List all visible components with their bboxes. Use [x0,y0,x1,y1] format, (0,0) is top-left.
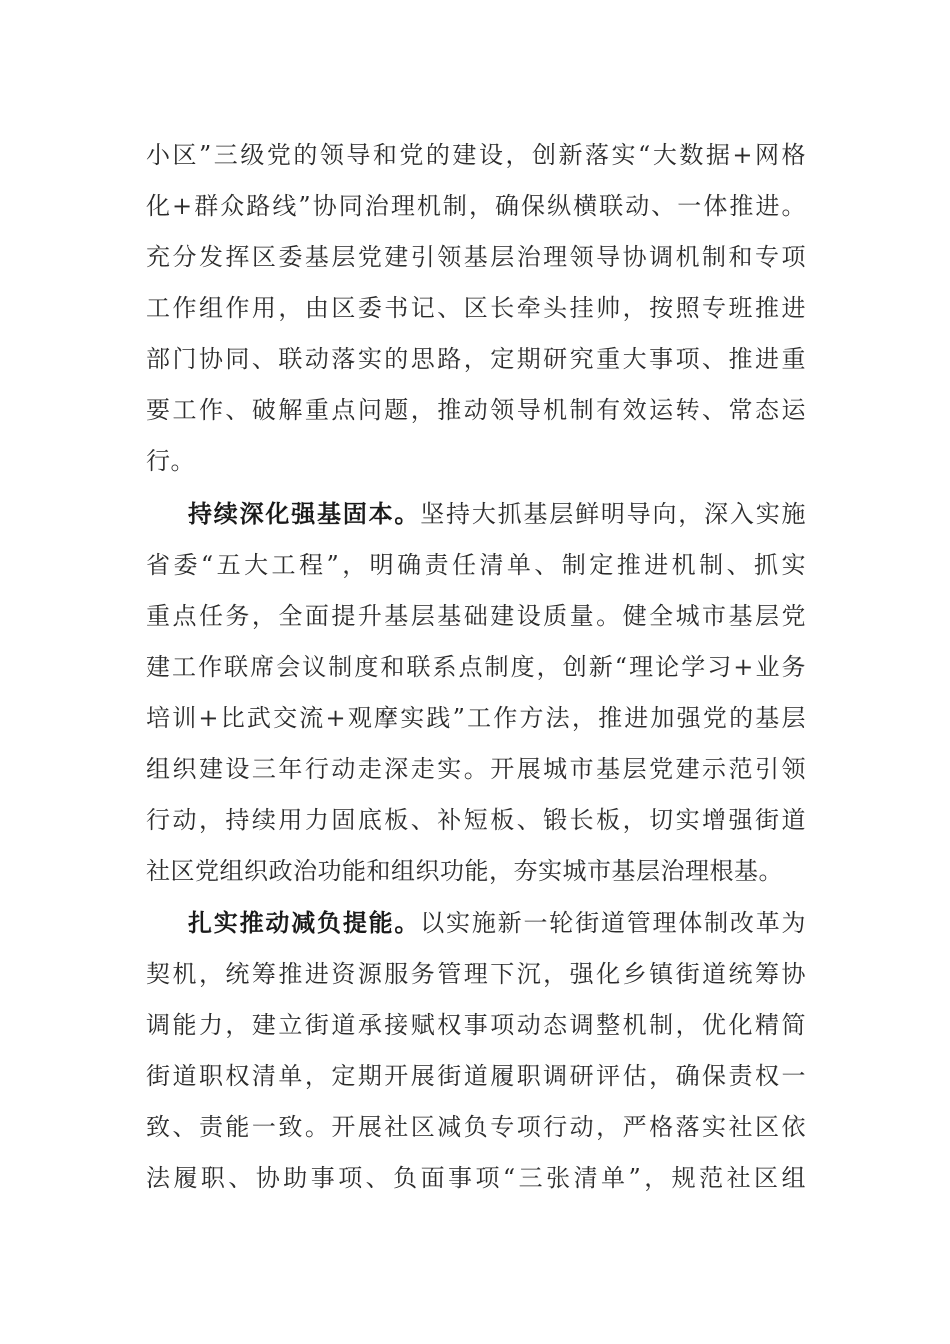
paragraph-first-line [146,898,806,949]
paragraph-line: 致、责能一致。开展社区减负专项行动，严格落实社区依 [146,1113,806,1141]
paragraph-line: 重点任务，全面提升基层基础建设质量。健全城市基层党 [146,602,806,630]
paragraph-line: 部门协同、联动落实的思路，定期研究重大事项、推进重 [146,345,806,373]
paragraph-line: 契机，统筹推进资源服务管理下沉，强化乡镇街道统筹协 [146,960,806,988]
paragraph-line: 充分发挥区委基层党建引领基层治理领导协调机制和专项 [146,243,806,271]
paragraph-line: 组织建设三年行动走深走实。开展城市基层党建示范引领 [146,755,806,783]
paragraph-heading: 扎实推动减负提能。 [188,909,421,937]
paragraph-line: 培训+比武交流+观摩实践”工作方法，推进加强党的基层 [146,704,806,732]
paragraph-1 [146,130,806,487]
paragraph-line: 调能力，建立街道承接赋权事项动态调整机制，优化精简 [146,1011,806,1039]
paragraph-line: 化+群众路线”协同治理机制，确保纵横联动、一体推进。 [146,192,806,220]
paragraph-line: 社区党组织政治功能和组织功能，夯实城市基层治理根基。 [146,857,783,885]
paragraph-line: 行动，持续用力固底板、补短板、锻长板，切实增强街道 [146,806,806,834]
paragraph-line: 小区”三级党的领导和党的建设，创新落实“大数据+网格 [146,141,806,169]
paragraph-line: 法履职、协助事项、负面事项“三张清单”，规范社区组 [146,1164,806,1192]
paragraph-line: 建工作联席会议制度和联系点制度，创新“理论学习+业务 [146,653,806,681]
paragraph-line: 街道职权清单，定期开展街道履职调研评估，确保责权一 [146,1062,806,1090]
paragraph-line: 要工作、破解重点问题，推动领导机制有效运转、常态运 [146,396,806,424]
paragraph-line: 行。 [146,447,195,475]
paragraph-heading: 持续深化强基固本。 [188,500,421,528]
paragraph-first-line [146,489,806,540]
paragraph-text: 以实施新一轮街道管理体制改革为 [420,909,807,937]
paragraph-text: 坚持大抓基层鲜明导向，深入实施 [420,500,807,528]
paragraph-line: 工作组作用，由区委书记、区长牵头挂帅，按照专班推进 [146,294,806,322]
paragraph-3 [146,898,806,1204]
paragraph-2 [146,489,806,897]
paragraph-line: 省委“五大工程”，明确责任清单、制定推进机制、抓实 [146,551,806,579]
